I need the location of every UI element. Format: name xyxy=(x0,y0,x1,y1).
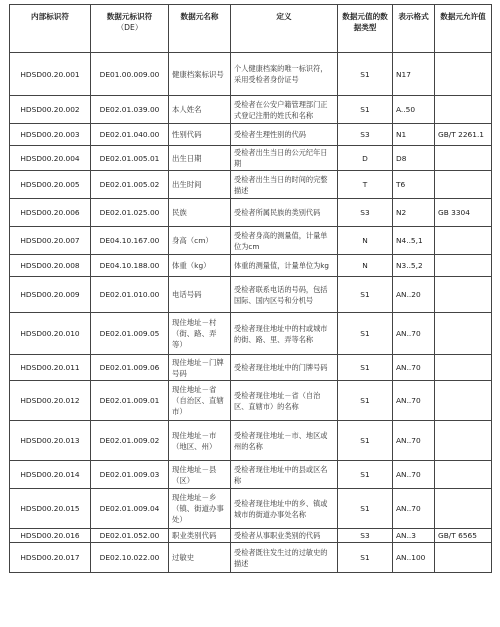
cell-elem-id: DE02.01.009.03 xyxy=(91,461,169,489)
cell-id: HDSD00.20.016 xyxy=(10,529,91,543)
cell-allowed-values xyxy=(435,355,492,381)
cell-id: HDSD00.20.008 xyxy=(10,255,91,277)
cell-name: 健康档案标识号 xyxy=(169,53,231,96)
cell-definition: 受检者出生当日的时间的完整描述 xyxy=(231,171,338,199)
cell-id: HDSD00.20.006 xyxy=(10,199,91,227)
header-id: 内部标识符 xyxy=(10,5,91,53)
cell-elem-id: DE02.01.040.00 xyxy=(91,124,169,146)
cell-elem-id: DE01.00.009.00 xyxy=(91,53,169,96)
cell-allowed-values xyxy=(435,255,492,277)
cell-allowed-values xyxy=(435,277,492,313)
cell-definition: 受检者既往发生过的过敏史的描述 xyxy=(231,543,338,573)
cell-id: HDSD00.20.009 xyxy=(10,277,91,313)
cell-definition: 受检者生理性别的代码 xyxy=(231,124,338,146)
cell-elem-id: DE02.01.009.05 xyxy=(91,313,169,355)
table-row xyxy=(10,313,492,355)
cell-format: N2 xyxy=(393,199,435,227)
cell-data-type: N xyxy=(338,227,393,255)
cell-id: HDSD00.20.012 xyxy=(10,381,91,421)
cell-format: AN..70 xyxy=(393,461,435,489)
cell-elem-id: DE02.01.009.06 xyxy=(91,355,169,381)
header-def: 定义 xyxy=(231,5,338,53)
data-element-table xyxy=(9,4,492,573)
cell-elem-id: DE04.10.167.00 xyxy=(91,227,169,255)
cell-definition: 受检者身高的测量值，计量单位为cm xyxy=(231,227,338,255)
cell-id: HDSD00.20.004 xyxy=(10,146,91,171)
cell-allowed-values xyxy=(435,53,492,96)
cell-data-type: S3 xyxy=(338,124,393,146)
cell-definition: 受检者现住地址中的乡、镇或城市的街道办事处名称 xyxy=(231,489,338,529)
cell-format: A..50 xyxy=(393,96,435,124)
table-row xyxy=(10,543,492,573)
cell-definition: 受检者现住地址中的县或区名称 xyxy=(231,461,338,489)
cell-elem-id: DE02.01.009.04 xyxy=(91,489,169,529)
table-row xyxy=(10,277,492,313)
cell-definition: 受检者现住地址－省（自治区、直辖市）的名称 xyxy=(231,381,338,421)
header-format: 表示格式 xyxy=(393,5,435,53)
cell-data-type: D xyxy=(338,146,393,171)
cell-allowed-values: GB/T 2261.1 xyxy=(435,124,492,146)
cell-elem-id: DE02.10.022.00 xyxy=(91,543,169,573)
cell-format: AN..70 xyxy=(393,489,435,529)
cell-id: HDSD00.20.014 xyxy=(10,461,91,489)
table-row xyxy=(10,381,492,421)
cell-data-type: S1 xyxy=(338,53,393,96)
cell-format: AN..70 xyxy=(393,355,435,381)
cell-allowed-values: GB/T 6565 xyxy=(435,529,492,543)
header-name: 数据元名称 xyxy=(169,5,231,53)
cell-data-type: S1 xyxy=(338,96,393,124)
cell-name: 现住地址－市（地区、州） xyxy=(169,421,231,461)
cell-elem-id: DE04.10.188.00 xyxy=(91,255,169,277)
cell-data-type: N xyxy=(338,255,393,277)
table-row xyxy=(10,124,492,146)
cell-format: N1 xyxy=(393,124,435,146)
table-row xyxy=(10,529,492,543)
cell-id: HDSD00.20.011 xyxy=(10,355,91,381)
cell-elem-id: DE02.01.052.00 xyxy=(91,529,169,543)
cell-format: AN..70 xyxy=(393,381,435,421)
cell-format: D8 xyxy=(393,146,435,171)
table-row xyxy=(10,421,492,461)
cell-name: 民族 xyxy=(169,199,231,227)
table-row xyxy=(10,171,492,199)
cell-allowed-values xyxy=(435,146,492,171)
cell-definition: 受检者在公安户籍管理部门正式登记注册的姓氏和名称 xyxy=(231,96,338,124)
cell-definition: 受检者出生当日的公元纪年日期 xyxy=(231,146,338,171)
table-row xyxy=(10,461,492,489)
cell-elem-id: DE02.01.039.00 xyxy=(91,96,169,124)
cell-definition: 受检者现住地址中的门牌号码 xyxy=(231,355,338,381)
cell-name: 现住地址－县（区） xyxy=(169,461,231,489)
cell-allowed-values xyxy=(435,461,492,489)
header-elem-id-label: 数据元标识符 xyxy=(106,12,153,21)
cell-format: N4..5,1 xyxy=(393,227,435,255)
table-row xyxy=(10,146,492,171)
cell-definition: 受检者从事职业类别的代码 xyxy=(231,529,338,543)
cell-allowed-values xyxy=(435,421,492,461)
header-elem-id-sub: （DE） xyxy=(116,23,143,32)
cell-allowed-values xyxy=(435,313,492,355)
table-row xyxy=(10,355,492,381)
cell-id: HDSD00.20.007 xyxy=(10,227,91,255)
cell-elem-id: DE02.01.010.00 xyxy=(91,277,169,313)
cell-data-type: S1 xyxy=(338,313,393,355)
table-row xyxy=(10,227,492,255)
cell-name: 过敏史 xyxy=(169,543,231,573)
cell-format: AN..3 xyxy=(393,529,435,543)
header-elem-id xyxy=(91,5,169,53)
cell-data-type: S1 xyxy=(338,421,393,461)
cell-format: AN..100 xyxy=(393,543,435,573)
cell-data-type: S1 xyxy=(338,489,393,529)
cell-name: 身高（cm） xyxy=(169,227,231,255)
cell-data-type: S1 xyxy=(338,355,393,381)
table-header-row xyxy=(10,5,492,53)
cell-allowed-values xyxy=(435,381,492,421)
cell-definition: 体重的测量值，计量单位为kg xyxy=(231,255,338,277)
cell-allowed-values xyxy=(435,489,492,529)
cell-id: HDSD00.20.015 xyxy=(10,489,91,529)
table-row xyxy=(10,199,492,227)
cell-data-type: S1 xyxy=(338,381,393,421)
cell-allowed-values xyxy=(435,171,492,199)
cell-data-type: S3 xyxy=(338,199,393,227)
cell-id: HDSD00.20.002 xyxy=(10,96,91,124)
cell-id: HDSD00.20.003 xyxy=(10,124,91,146)
cell-elem-id: DE02.01.005.01 xyxy=(91,146,169,171)
cell-name: 现住地址－乡（镇、街道办事处） xyxy=(169,489,231,529)
cell-elem-id: DE02.01.005.02 xyxy=(91,171,169,199)
cell-elem-id: DE02.01.009.02 xyxy=(91,421,169,461)
cell-name: 电话号码 xyxy=(169,277,231,313)
cell-allowed-values: GB 3304 xyxy=(435,199,492,227)
cell-format: N17 xyxy=(393,53,435,96)
cell-data-type: S1 xyxy=(338,277,393,313)
cell-allowed-values xyxy=(435,96,492,124)
table-row xyxy=(10,96,492,124)
cell-definition: 受检者现住地址中的村或城市的街、路、里、弄等名称 xyxy=(231,313,338,355)
cell-format: AN..70 xyxy=(393,421,435,461)
header-type: 数据元值的数据类型 xyxy=(338,5,393,53)
cell-name: 性别代码 xyxy=(169,124,231,146)
cell-allowed-values xyxy=(435,543,492,573)
cell-definition: 受检者联系电话的号码，包括国际、国内区号和分机号 xyxy=(231,277,338,313)
cell-definition: 受检者所属民族的类别代码 xyxy=(231,199,338,227)
cell-name: 职业类别代码 xyxy=(169,529,231,543)
table-row xyxy=(10,489,492,529)
cell-data-type: S1 xyxy=(338,543,393,573)
cell-id: HDSD00.20.001 xyxy=(10,53,91,96)
cell-format: AN..70 xyxy=(393,313,435,355)
cell-name: 出生时间 xyxy=(169,171,231,199)
header-allowed: 数据元允许值 xyxy=(435,5,492,53)
cell-data-type: S1 xyxy=(338,461,393,489)
cell-id: HDSD00.20.005 xyxy=(10,171,91,199)
cell-name: 出生日期 xyxy=(169,146,231,171)
cell-name: 现住地址－省（自治区、直辖市） xyxy=(169,381,231,421)
cell-definition: 受检者现住地址－市、地区或州的名称 xyxy=(231,421,338,461)
cell-data-type: T xyxy=(338,171,393,199)
table-row xyxy=(10,255,492,277)
cell-name: 本人姓名 xyxy=(169,96,231,124)
cell-allowed-values xyxy=(435,227,492,255)
cell-format: AN..20 xyxy=(393,277,435,313)
cell-elem-id: DE02.01.009.01 xyxy=(91,381,169,421)
cell-format: T6 xyxy=(393,171,435,199)
cell-data-type: S3 xyxy=(338,529,393,543)
cell-id: HDSD00.20.013 xyxy=(10,421,91,461)
cell-name: 现住地址－村（街、路、弄等） xyxy=(169,313,231,355)
cell-name: 体重（kg） xyxy=(169,255,231,277)
cell-format: N3..5,2 xyxy=(393,255,435,277)
cell-definition: 个人健康档案的唯一标识符，采用受检者身份证号 xyxy=(231,53,338,96)
cell-id: HDSD00.20.010 xyxy=(10,313,91,355)
cell-elem-id: DE02.01.025.00 xyxy=(91,199,169,227)
table-row xyxy=(10,53,492,96)
cell-name: 现住地址－门牌号码 xyxy=(169,355,231,381)
cell-id: HDSD00.20.017 xyxy=(10,543,91,573)
